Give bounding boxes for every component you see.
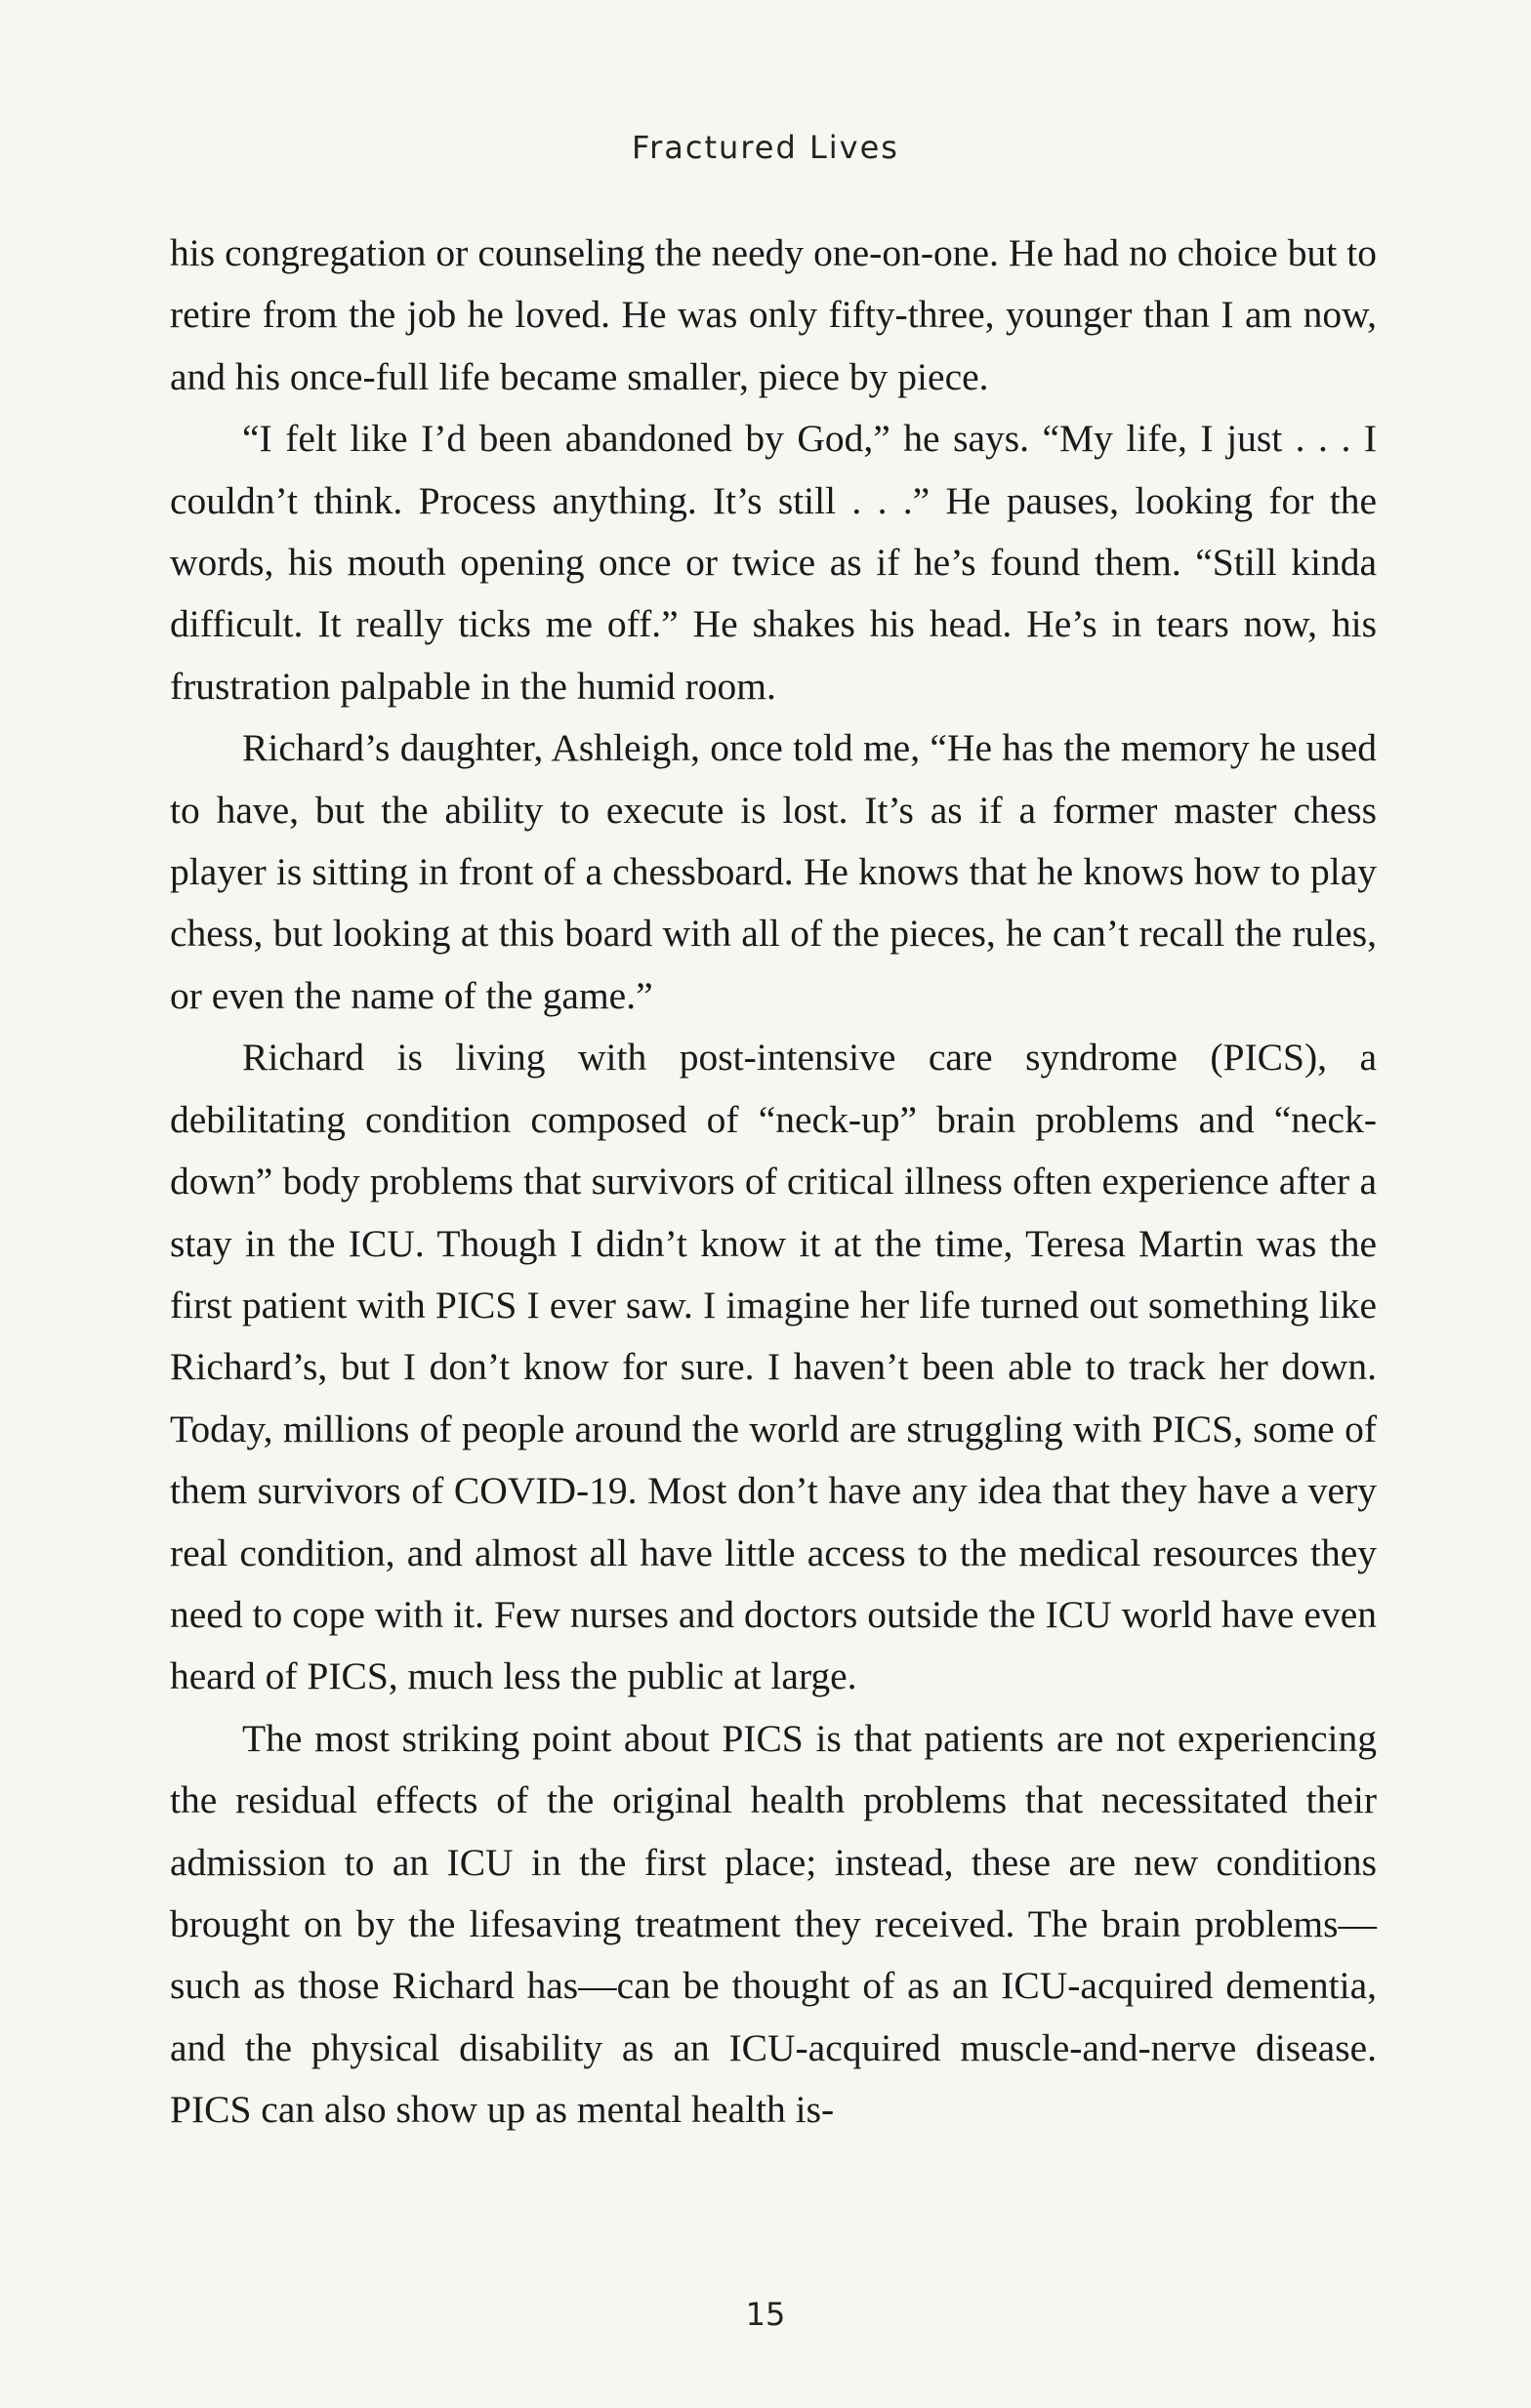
body-text — [170, 223, 1377, 2142]
paragraph-ashleigh-quote: Richard’s daughter, Ashleigh, once told me, “He has the memory he used to have, but the ability to execute is lost. It’s as if a former master chess player is sitting in front of a chessboard. He knows that he knows how to play chess, but looking at this board with all of the pieces, he can’t recall the rules, or even the name of the game.” — [170, 726, 1377, 1017]
paragraph-quote-god: “I felt like I’d been abandoned by God,” he says. “My life, I just . . . I couldn’t think. Process anything. It’s still . . .” He pauses, looking for the words, his mouth opening once or twice as if he’s found them. “Still kinda difficult. It really ticks me off.” He shakes his head. He’s in tears now, his frustration palpable in the humid room. — [170, 417, 1377, 708]
running-head: Fractured Lives — [632, 129, 899, 166]
page-number: 15 — [745, 2296, 786, 2333]
paragraph-pics-striking-point: The most striking point about PICS is that patients are not experiencing the residual effects of the original health problems that necessitated their admission to an ICU in the first place; instead, these are new conditions brought on by the lifesaving treatment they received. The brain problems—such as those Richard has—can be thought of as an ICU-acquired dementia, and the physical disability as an ICU-acquired muscle-and-nerve disease. PICS can also show up as mental health is- — [170, 1716, 1377, 2132]
paragraph-continued: his congregation or counseling the needy one-on-one. He had no choice but to retire from the job he loved. He was only fifty-three, younger than I am now, and his once-full life became smaller, piece by piece. — [170, 231, 1377, 398]
paragraph-pics-definition: Richard is living with post-intensive care syndrome (PICS), a debilitating condition composed of “neck-up” brain problems and “neck-down” body problems that survivors of critical illness often experience after a stay in the ICU. Though I didn’t know it at the time, Teresa Martin was the first patient with PICS I ever saw. I imagine her life turned out something like Richard’s, but I don’t know for sure. I haven’t been able to track her down. Today, millions of people around the world are struggling with PICS, some of them survivors of COVID-19. Most don’t have any idea that they have a very real condition, and almost all have little access to the medical resources they need to cope with it. Few nurses and doctors outside the ICU world have even heard of PICS, much less the public at large. — [170, 1036, 1377, 1698]
